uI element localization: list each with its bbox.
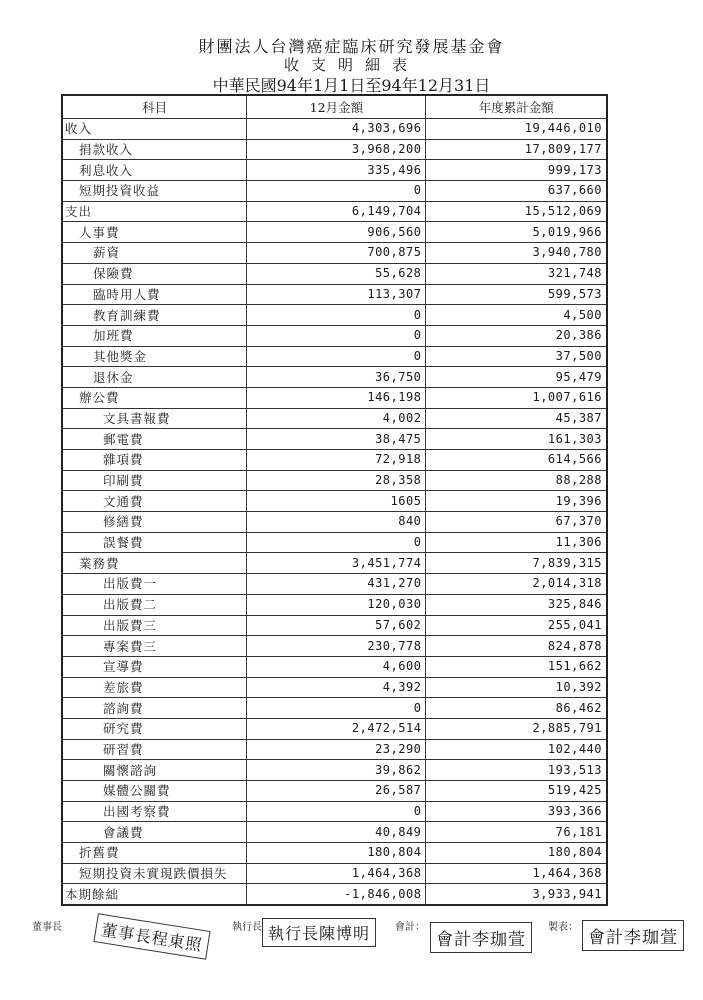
month-amount: 3,968,200 — [247, 139, 426, 160]
account-name: 郵電費 — [62, 429, 247, 450]
account-name: 利息收入 — [62, 160, 247, 181]
month-amount: 230,778 — [247, 636, 426, 657]
ytd-amount: 151,662 — [426, 656, 607, 677]
table-row — [62, 305, 607, 326]
month-amount: 113,307 — [247, 284, 426, 305]
account-name: 諮詢費 — [62, 698, 247, 719]
month-amount: 0 — [247, 325, 426, 346]
ytd-amount: 45,387 — [426, 408, 607, 429]
account-name: 出版費三 — [62, 615, 247, 636]
account-name: 專案費三 — [62, 636, 247, 657]
ytd-amount: 10,392 — [426, 677, 607, 698]
table-row — [62, 781, 607, 802]
ytd-amount: 2,885,791 — [426, 718, 607, 739]
accountant-label: 會計： — [395, 922, 425, 933]
month-amount: 57,602 — [247, 615, 426, 636]
ytd-amount: 161,303 — [426, 429, 607, 450]
statement-rows — [62, 119, 607, 906]
ytd-amount: 3,940,780 — [426, 243, 607, 264]
table-row — [62, 346, 607, 367]
ytd-amount: 393,366 — [426, 801, 607, 822]
account-name: 捐款收入 — [62, 139, 247, 160]
account-name: 薪資 — [62, 243, 247, 264]
document-subtitle: 收支明細表 — [283, 56, 419, 74]
account-name: 印刷費 — [62, 470, 247, 491]
ytd-amount: 102,440 — [426, 739, 607, 760]
account-name: 出版費一 — [62, 574, 247, 595]
month-amount: 26,587 — [247, 781, 426, 802]
account-name: 出國考察費 — [62, 801, 247, 822]
month-amount: 2,472,514 — [247, 718, 426, 739]
preparer-stamp: 會計李珈萱 — [582, 920, 684, 951]
month-amount: 6,149,704 — [247, 201, 426, 222]
account-name: 雜項費 — [62, 450, 247, 471]
ytd-amount: 4,500 — [426, 305, 607, 326]
document-title: 財團法人台灣癌症臨床研究發展基金會 — [198, 37, 505, 56]
ytd-amount: 599,573 — [426, 284, 607, 305]
account-name: 誤餐費 — [62, 532, 247, 553]
month-amount: 38,475 — [247, 429, 426, 450]
ytd-amount: 5,019,966 — [426, 222, 607, 243]
ytd-amount: 88,288 — [426, 470, 607, 491]
column-header-month: 12月金額 — [247, 95, 426, 119]
ytd-amount: 20,386 — [426, 325, 607, 346]
ytd-amount: 519,425 — [426, 781, 607, 802]
table-row — [62, 553, 607, 574]
ytd-amount: 76,181 — [426, 822, 607, 843]
document-period: 中華民國94年1月1日至94年12月31日 — [212, 76, 491, 95]
account-name: 收入 — [62, 119, 247, 140]
month-amount: 4,600 — [247, 656, 426, 677]
table-row — [62, 760, 607, 781]
table-row — [62, 636, 607, 657]
ytd-amount: 255,041 — [426, 615, 607, 636]
ytd-amount: 193,513 — [426, 760, 607, 781]
ytd-amount: 86,462 — [426, 698, 607, 719]
month-amount: 180,804 — [247, 843, 426, 864]
table-row — [62, 450, 607, 471]
ytd-amount: 614,566 — [426, 450, 607, 471]
account-name: 出版費二 — [62, 594, 247, 615]
month-amount: 906,560 — [247, 222, 426, 243]
month-amount: 0 — [247, 181, 426, 202]
ytd-amount: 67,370 — [426, 512, 607, 533]
month-amount: 4,002 — [247, 408, 426, 429]
table-row — [62, 408, 607, 429]
ytd-amount: 999,173 — [426, 160, 607, 181]
month-amount: 55,628 — [247, 263, 426, 284]
month-amount: 0 — [247, 698, 426, 719]
table-row — [62, 470, 607, 491]
account-name: 關懷諮詢 — [62, 760, 247, 781]
table-row — [62, 574, 607, 595]
ytd-amount: 11,306 — [426, 532, 607, 553]
month-amount: 36,750 — [247, 367, 426, 388]
table-row — [62, 801, 607, 822]
month-amount: 120,030 — [247, 594, 426, 615]
account-name: 研究費 — [62, 718, 247, 739]
account-name: 短期投資收益 — [62, 181, 247, 202]
month-amount: 0 — [247, 532, 426, 553]
table-row — [62, 387, 607, 408]
chairman-label: 董事長 — [32, 922, 62, 933]
table-row — [62, 160, 607, 181]
table-row — [62, 325, 607, 346]
account-name: 短期投資未實現跌價損失 — [62, 863, 247, 884]
table-header-row — [62, 95, 607, 119]
column-header-account: 科目 — [62, 95, 247, 119]
ytd-amount: 824,878 — [426, 636, 607, 657]
table-row — [62, 181, 607, 202]
ytd-amount: 180,804 — [426, 843, 607, 864]
table-row — [62, 367, 607, 388]
ytd-amount: 325,846 — [426, 594, 607, 615]
month-amount: 1,464,368 — [247, 863, 426, 884]
table-row — [62, 222, 607, 243]
month-amount: 0 — [247, 346, 426, 367]
table-row — [62, 615, 607, 636]
month-amount: 335,496 — [247, 160, 426, 181]
table-row — [62, 119, 607, 140]
table-row — [62, 512, 607, 533]
account-name: 辦公費 — [62, 387, 247, 408]
table-row — [62, 718, 607, 739]
account-name: 媒體公關費 — [62, 781, 247, 802]
ytd-amount: 2,014,318 — [426, 574, 607, 595]
table-row — [62, 677, 607, 698]
month-amount: 4,303,696 — [247, 119, 426, 140]
table-row — [62, 139, 607, 160]
table-row — [62, 201, 607, 222]
account-name: 折舊費 — [62, 843, 247, 864]
month-amount: 1605 — [247, 491, 426, 512]
account-name: 文具書報費 — [62, 408, 247, 429]
month-amount: -1,846,008 — [247, 884, 426, 905]
chairman-stamp: 董事長程東照 — [93, 913, 210, 959]
account-name: 教育訓練費 — [62, 305, 247, 326]
table-row — [62, 698, 607, 719]
ytd-amount: 15,512,069 — [426, 201, 607, 222]
ytd-amount: 3,933,941 — [426, 884, 607, 905]
account-name: 差旅費 — [62, 677, 247, 698]
statement-table — [61, 94, 608, 906]
ytd-amount: 19,446,010 — [426, 119, 607, 140]
month-amount: 28,358 — [247, 470, 426, 491]
month-amount: 840 — [247, 512, 426, 533]
table-row — [62, 263, 607, 284]
table-row — [62, 739, 607, 760]
account-name: 宣導費 — [62, 656, 247, 677]
table-row — [62, 863, 607, 884]
table-row — [62, 822, 607, 843]
account-name: 文通費 — [62, 491, 247, 512]
account-name: 加班費 — [62, 325, 247, 346]
account-name: 本期餘絀 — [62, 884, 247, 905]
account-name: 業務費 — [62, 553, 247, 574]
month-amount: 40,849 — [247, 822, 426, 843]
preparer-label: 製表： — [548, 922, 578, 933]
account-name: 會議費 — [62, 822, 247, 843]
account-name: 其他獎金 — [62, 346, 247, 367]
table-row — [62, 884, 607, 905]
ytd-amount: 637,660 — [426, 181, 607, 202]
accountant-stamp: 會計李珈萱 — [430, 922, 532, 953]
month-amount: 39,862 — [247, 760, 426, 781]
table-row — [62, 532, 607, 553]
ytd-amount: 19,396 — [426, 491, 607, 512]
ytd-amount: 7,839,315 — [426, 553, 607, 574]
account-name: 人事費 — [62, 222, 247, 243]
table-row — [62, 491, 607, 512]
month-amount: 4,392 — [247, 677, 426, 698]
account-name: 支出 — [62, 201, 247, 222]
month-amount: 146,198 — [247, 387, 426, 408]
month-amount: 72,918 — [247, 450, 426, 471]
account-name: 保險費 — [62, 263, 247, 284]
month-amount: 431,270 — [247, 574, 426, 595]
ytd-amount: 1,464,368 — [426, 863, 607, 884]
account-name: 研習費 — [62, 739, 247, 760]
table-row — [62, 429, 607, 450]
ceo-label: 執行長 — [232, 922, 262, 933]
ytd-amount: 37,500 — [426, 346, 607, 367]
month-amount: 3,451,774 — [247, 553, 426, 574]
table-row — [62, 656, 607, 677]
ceo-stamp: 執行長陳博明 — [262, 918, 376, 947]
ytd-amount: 95,479 — [426, 367, 607, 388]
table-row — [62, 594, 607, 615]
table-row — [62, 284, 607, 305]
account-name: 修繕費 — [62, 512, 247, 533]
column-header-ytd: 年度累計金額 — [426, 95, 607, 119]
table-row — [62, 243, 607, 264]
ytd-amount: 17,809,177 — [426, 139, 607, 160]
ytd-amount: 321,748 — [426, 263, 607, 284]
account-name: 退休金 — [62, 367, 247, 388]
ytd-amount: 1,007,616 — [426, 387, 607, 408]
month-amount: 0 — [247, 305, 426, 326]
table-row — [62, 843, 607, 864]
month-amount: 23,290 — [247, 739, 426, 760]
account-name: 臨時用人費 — [62, 284, 247, 305]
month-amount: 700,875 — [247, 243, 426, 264]
month-amount: 0 — [247, 801, 426, 822]
